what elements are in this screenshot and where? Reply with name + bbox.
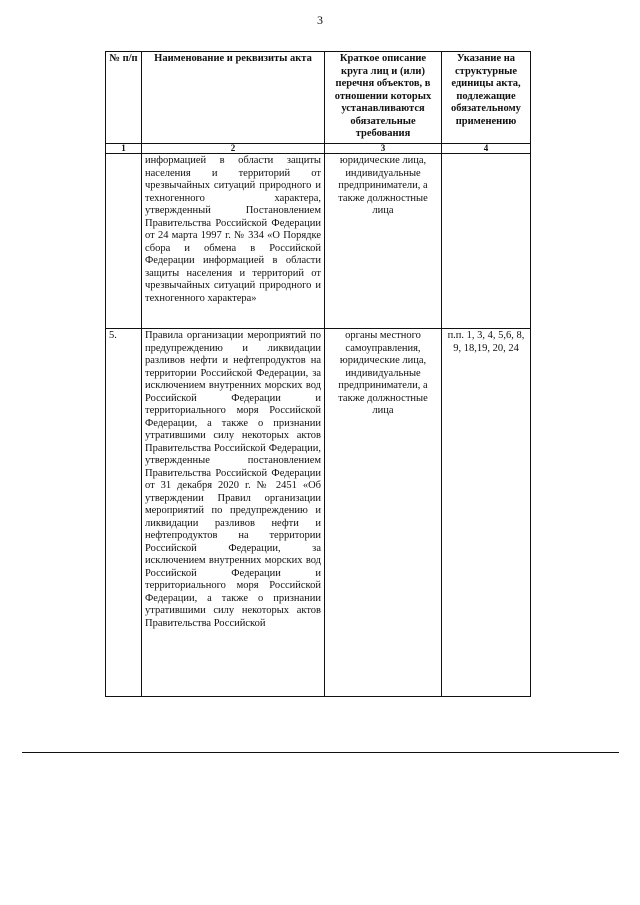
row-number: 5. bbox=[106, 329, 142, 697]
header-number: № п/п bbox=[106, 52, 142, 144]
subjects-cell: юридические лица, индивидуальные предприниматели, а также должностные лица bbox=[325, 154, 442, 329]
header-act-name: Наименование и реквизиты акта bbox=[142, 52, 325, 144]
column-number: 3 bbox=[325, 144, 442, 154]
subjects-cell: органы местного самоуправления, юридические лица, индивидуальные предприниматели, а также должностные лица bbox=[325, 329, 442, 697]
table-row bbox=[106, 329, 531, 697]
units-cell bbox=[442, 154, 531, 329]
column-number: 2 bbox=[142, 144, 325, 154]
table-header-row bbox=[106, 52, 531, 144]
column-number: 4 bbox=[442, 144, 531, 154]
requirements-table bbox=[105, 51, 531, 697]
header-units: Указание на структурные единицы акта, подлежащие обязательному применению bbox=[442, 52, 531, 144]
column-numbering-row bbox=[106, 144, 531, 154]
act-name-cell: информацией в области защиты населения и территорий от чрезвычайных ситуаций природного и техногенного характера, утвержденный Постановлением Правительства Российской Федерации от 24 марта 1997 г. № 334 «О Порядке сбора и обмена в Российской Федерации информацией в области защиты населения и территорий от чрезвычайных ситуаций природного и техногенного характера» bbox=[142, 154, 325, 329]
column-number: 1 bbox=[106, 144, 142, 154]
page-number: 3 bbox=[317, 13, 323, 27]
row-number bbox=[106, 154, 142, 329]
table-row bbox=[106, 154, 531, 329]
units-cell: п.п. 1, 3, 4, 5,6, 8, 9, 18,19, 20, 24 bbox=[442, 329, 531, 697]
act-name-cell: Правила организации мероприятий по предупреждению и ликвидации разливов нефти и нефтепродуктов на территории Российской Федерации, за исключением внутренних морских вод Российской Федерации и территориального моря Российской Федерации, а также о признании утратившими силу некоторых актов Правительства Российской Федерации, утвержденные постановлением Правительства Российской Федерации от 31 декабря 2020 г. № 2451 «Об утверждении Правил организации мероприятий по предупреждению и ликвидации разливов нефти и нефтепродуктов на территории Российской Федерации, за исключением внутренних морских вод Российской Федерации и территориального моря Российской Федерации, а также о признании утратившими силу некоторых актов Правительства Российской bbox=[142, 329, 325, 697]
header-subjects: Краткое описание круга лиц и (или) перечня объектов, в отношении которых устанавливаются обязательные требования bbox=[325, 52, 442, 144]
footer-divider bbox=[22, 752, 619, 753]
